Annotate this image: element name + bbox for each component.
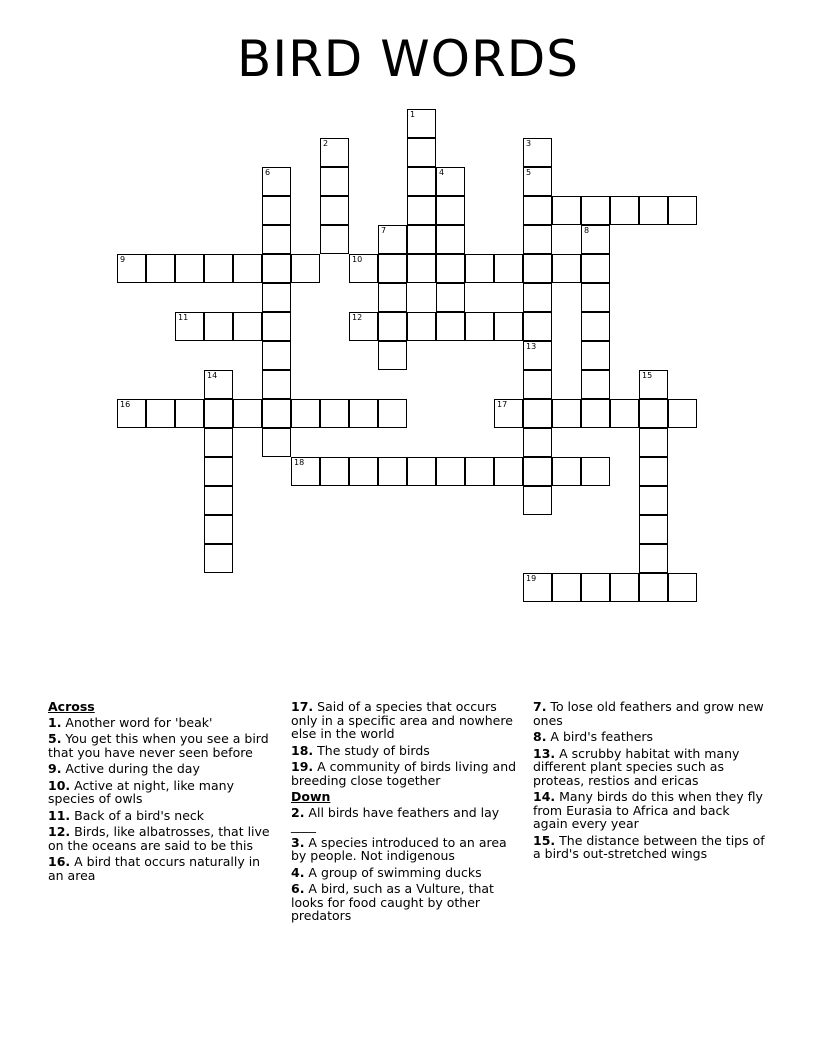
grid-cell[interactable] <box>436 196 465 225</box>
grid-cell[interactable] <box>117 254 146 283</box>
grid-cell[interactable] <box>291 254 320 283</box>
clue-text: A species introduced to an area by people. Not indigenous <box>291 834 507 863</box>
clue-number-label: 10. <box>48 777 71 793</box>
grid-cell[interactable] <box>523 428 552 457</box>
grid-cell[interactable] <box>262 283 291 312</box>
clue-number: 19 <box>526 574 537 583</box>
clue-text: Said of a species that occurs only in a specific area and nowhere else in the world <box>291 699 513 741</box>
clue <box>48 779 276 806</box>
clue <box>291 882 521 923</box>
grid-cell[interactable] <box>581 399 610 428</box>
grid-cell[interactable] <box>378 399 407 428</box>
grid-cell[interactable] <box>262 196 291 225</box>
clue <box>291 700 521 741</box>
grid-cell[interactable] <box>668 399 697 428</box>
grid-cell[interactable] <box>204 312 233 341</box>
grid-cell[interactable] <box>494 399 523 428</box>
clue <box>291 744 521 758</box>
grid-cell[interactable] <box>349 457 378 486</box>
grid-cell[interactable] <box>233 254 262 283</box>
grid-cell[interactable] <box>436 167 465 196</box>
grid-cell[interactable] <box>581 254 610 283</box>
clue-number-label: 17. <box>291 699 314 714</box>
grid-cell[interactable] <box>407 138 436 167</box>
grid-cell[interactable] <box>523 254 552 283</box>
grid-cell[interactable] <box>407 457 436 486</box>
grid-cell[interactable] <box>523 138 552 167</box>
grid-cell[interactable] <box>552 457 581 486</box>
grid-cell[interactable] <box>378 283 407 312</box>
grid-cell[interactable] <box>610 196 639 225</box>
grid-cell[interactable] <box>262 225 291 254</box>
grid-cell[interactable] <box>639 544 668 573</box>
puzzle-title: BIRD WORDS <box>237 30 579 88</box>
grid-cell[interactable] <box>262 167 291 196</box>
grid-cell[interactable] <box>262 254 291 283</box>
grid-cell[interactable] <box>146 254 175 283</box>
clue-text: A scrubby habitat with many different plant species such as proteas, restios and ericas <box>533 745 740 788</box>
across-heading: Across <box>48 699 95 714</box>
grid-cell[interactable] <box>494 254 523 283</box>
grid-cell[interactable] <box>552 254 581 283</box>
grid-cell[interactable] <box>262 312 291 341</box>
clue-text: Active at night, like many species of owls <box>48 777 234 806</box>
grid-cell[interactable] <box>204 515 233 544</box>
clue <box>48 809 276 823</box>
grid-cell[interactable] <box>262 428 291 457</box>
grid-cell[interactable] <box>523 457 552 486</box>
clue-number: 10 <box>352 255 363 264</box>
clue-number: 1 <box>410 110 416 119</box>
grid-cell[interactable] <box>436 254 465 283</box>
grid-cell[interactable] <box>117 399 146 428</box>
grid-cell[interactable] <box>407 254 436 283</box>
clue-text: A group of swimming ducks <box>304 864 482 880</box>
clue-number-label: 5. <box>48 731 62 746</box>
grid-cell[interactable] <box>523 370 552 399</box>
grid-cell[interactable] <box>581 283 610 312</box>
clue-number: 3 <box>526 139 532 148</box>
grid-cell[interactable] <box>639 486 668 515</box>
clue-number: 17 <box>497 400 508 409</box>
clue-text: The distance between the tips of a bird's out-stretched wings <box>533 832 765 861</box>
clue <box>48 716 276 730</box>
grid-cell[interactable] <box>581 341 610 370</box>
clue-text: To lose old feathers and grow new ones <box>533 699 764 728</box>
grid-cell[interactable] <box>320 399 349 428</box>
clue-text: You get this when you see a bird that you have never seen before <box>48 731 269 760</box>
clue-text: All birds have feathers and lay ____ <box>291 804 500 833</box>
clue-text: Birds, like albatrosses, that live on the oceans are said to be this <box>48 824 270 853</box>
grid-cell[interactable] <box>204 370 233 399</box>
grid-cell[interactable] <box>581 312 610 341</box>
grid-cell[interactable] <box>581 370 610 399</box>
clue-number-label: 18. <box>291 742 314 758</box>
clue <box>533 790 768 831</box>
clue-text: Active during the day <box>61 761 200 776</box>
clue-text: A community of birds living and breeding close together <box>291 759 517 788</box>
grid-cell[interactable] <box>378 225 407 254</box>
grid-cell[interactable] <box>639 573 668 602</box>
grid-cell[interactable] <box>523 399 552 428</box>
clue-number: 6 <box>265 168 271 177</box>
grid-cell[interactable] <box>407 225 436 254</box>
clue-number-label: 9. <box>48 761 62 776</box>
grid-cell[interactable] <box>465 312 494 341</box>
grid-cell[interactable] <box>581 196 610 225</box>
clue-number-label: 12. <box>48 824 71 839</box>
clue <box>48 825 276 852</box>
clue-text: A bird that occurs naturally in an area <box>48 854 261 883</box>
grid-cell[interactable] <box>552 573 581 602</box>
grid-cell[interactable] <box>204 457 233 486</box>
clues-column-1 <box>48 700 276 885</box>
clues-column-3 <box>533 700 768 864</box>
grid-cell[interactable] <box>204 428 233 457</box>
clue-number-label: 11. <box>48 807 71 823</box>
grid-cell[interactable] <box>668 196 697 225</box>
clue <box>291 806 521 833</box>
clue-number-label: 6. <box>291 881 305 896</box>
grid-cell[interactable] <box>291 457 320 486</box>
clue <box>533 700 768 727</box>
grid-cell[interactable] <box>291 399 320 428</box>
clue <box>48 732 276 759</box>
grid-cell[interactable] <box>494 457 523 486</box>
clue-number-label: 3. <box>291 834 305 850</box>
clue-text: The study of birds <box>313 742 430 758</box>
grid-cell[interactable] <box>523 573 552 602</box>
grid-cell[interactable] <box>233 312 262 341</box>
clue-number-label: 4. <box>291 864 305 880</box>
clue-number-label: 14. <box>533 789 556 804</box>
grid-cell[interactable] <box>262 399 291 428</box>
grid-cell[interactable] <box>523 341 552 370</box>
grid-cell[interactable] <box>204 399 233 428</box>
grid-cell[interactable] <box>320 457 349 486</box>
grid-cell[interactable] <box>175 254 204 283</box>
clue-text: Back of a bird's neck <box>70 807 205 823</box>
clue-number-label: 15. <box>533 832 556 848</box>
clue-number: 5 <box>526 168 532 177</box>
grid-cell[interactable] <box>175 399 204 428</box>
grid-cell[interactable] <box>639 457 668 486</box>
grid-cell[interactable] <box>436 457 465 486</box>
grid-cell[interactable] <box>233 399 262 428</box>
clue-number: 13 <box>526 342 537 351</box>
clue <box>533 834 768 861</box>
grid-cell[interactable] <box>262 341 291 370</box>
grid-cell[interactable] <box>204 254 233 283</box>
grid-cell[interactable] <box>523 225 552 254</box>
grid-cell[interactable] <box>204 544 233 573</box>
grid-cell[interactable] <box>407 312 436 341</box>
clue <box>48 855 276 882</box>
grid-cell[interactable] <box>523 167 552 196</box>
grid-cell[interactable] <box>378 341 407 370</box>
grid-cell[interactable] <box>175 312 204 341</box>
grid-cell[interactable] <box>581 457 610 486</box>
clue-text: A bird's feathers <box>546 729 654 744</box>
grid-cell[interactable] <box>523 486 552 515</box>
grid-cell[interactable] <box>494 312 523 341</box>
grid-cell[interactable] <box>581 573 610 602</box>
clue-number-label: 7. <box>533 699 547 714</box>
grid-cell[interactable] <box>320 196 349 225</box>
grid-cell[interactable] <box>378 254 407 283</box>
grid-cell[interactable] <box>146 399 175 428</box>
grid-cell[interactable] <box>378 312 407 341</box>
grid-cell[interactable] <box>639 370 668 399</box>
grid-cell[interactable] <box>320 167 349 196</box>
grid-cell[interactable] <box>204 486 233 515</box>
grid-cell[interactable] <box>523 312 552 341</box>
clue <box>533 730 768 744</box>
clue-number: 12 <box>352 313 363 322</box>
grid-cell[interactable] <box>639 196 668 225</box>
clue-number-label: 19. <box>291 759 314 774</box>
grid-cell[interactable] <box>610 399 639 428</box>
clue-number-label: 16. <box>48 854 71 869</box>
grid-cell[interactable] <box>407 109 436 138</box>
clue <box>291 836 521 863</box>
clue-number: 16 <box>120 400 131 409</box>
clue <box>291 760 521 787</box>
clue-number-label: 2. <box>291 804 305 820</box>
clue <box>48 762 276 776</box>
clue-number-label: 8. <box>533 729 547 744</box>
grid-cell[interactable] <box>552 196 581 225</box>
grid-cell[interactable] <box>436 312 465 341</box>
clues-column-2 <box>291 700 521 926</box>
grid-cell[interactable] <box>407 196 436 225</box>
grid-cell[interactable] <box>349 312 378 341</box>
clue-number: 15 <box>642 371 653 380</box>
grid-cell[interactable] <box>639 428 668 457</box>
grid-cell[interactable] <box>262 370 291 399</box>
clue-number: 8 <box>584 226 590 235</box>
grid-cell[interactable] <box>320 138 349 167</box>
down-heading: Down <box>291 789 331 804</box>
grid-cell[interactable] <box>349 254 378 283</box>
clue-text: A bird, such as a Vulture, that looks for food caught by other predators <box>291 881 494 923</box>
grid-cell[interactable] <box>436 225 465 254</box>
grid-cell[interactable] <box>668 573 697 602</box>
clue-number: 9 <box>120 255 126 264</box>
grid-cell[interactable] <box>610 573 639 602</box>
clue-number: 4 <box>439 168 445 177</box>
clue-number-label: 13. <box>533 745 556 761</box>
grid-cell[interactable] <box>523 196 552 225</box>
clue <box>533 747 768 788</box>
grid-cell[interactable] <box>349 399 378 428</box>
grid-cell[interactable] <box>523 283 552 312</box>
clue-number-label: 1. <box>48 714 62 730</box>
grid-cell[interactable] <box>378 457 407 486</box>
grid-cell[interactable] <box>407 167 436 196</box>
clue-text: Many birds do this when they fly from Eurasia to Africa and back again every year <box>533 789 763 831</box>
clue-number: 11 <box>178 313 189 322</box>
grid-cell[interactable] <box>436 283 465 312</box>
grid-cell[interactable] <box>465 254 494 283</box>
grid-cell[interactable] <box>639 515 668 544</box>
grid-cell[interactable] <box>581 225 610 254</box>
clue-number: 2 <box>323 139 329 148</box>
grid-cell[interactable] <box>639 399 668 428</box>
grid-cell[interactable] <box>465 457 494 486</box>
clue-number: 7 <box>381 226 387 235</box>
clue-number: 18 <box>294 458 305 467</box>
grid-cell[interactable] <box>552 399 581 428</box>
clue-number: 14 <box>207 371 218 380</box>
clue-text: Another word for 'beak' <box>61 714 213 730</box>
grid-cell[interactable] <box>320 225 349 254</box>
clue <box>291 866 521 880</box>
